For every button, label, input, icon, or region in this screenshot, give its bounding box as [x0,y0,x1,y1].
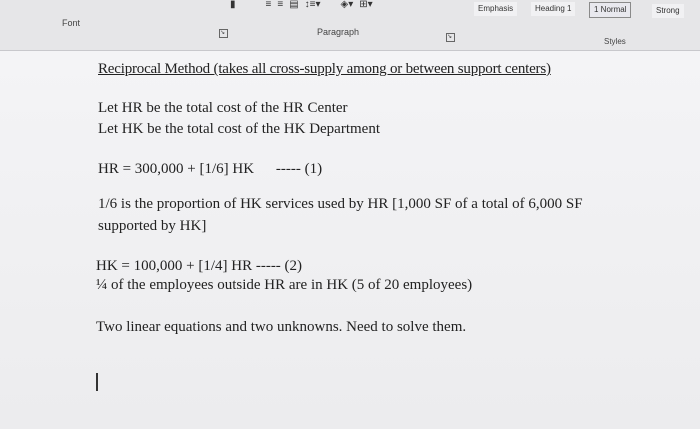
explanation-2: ¼ of the employees outside HR are in HK (5 of 20 employees) [96,277,473,293]
equation-2: HK = 100,000 + [1/4] HR ----- (2) [96,258,303,274]
style-heading-1[interactable]: Heading 1 [531,2,575,16]
document-page[interactable] [0,51,700,429]
borders-icon[interactable]: ⊞▾ [359,0,373,10]
justify-icon[interactable]: ▤ [289,0,299,10]
paragraph-group-label: Paragraph [317,27,360,37]
style-normal[interactable]: 1 Normal [589,2,631,18]
document-title: Reciprocal Method (takes all cross-supply among or between support centers) [98,61,551,77]
paragraph-dialog-launcher-icon[interactable]: ↘ [446,33,455,42]
font-group-label: Font [62,18,81,28]
align-right-icon[interactable]: ≡ [277,0,284,10]
shading-icon[interactable]: ◈▾ [340,0,354,10]
equation-1-tag: ----- (1) [275,161,323,177]
text-cursor [96,373,98,391]
explanation-1-line-1: 1/6 is the proportion of HK services used by HR [1,000 SF of a total of 6,000 SF [98,196,583,212]
line-spacing-icon[interactable]: ↕≡▾ [304,0,321,10]
ribbon [0,0,700,51]
explanation-1-line-2: supported by HK] [98,218,207,234]
font-dialog-launcher-icon[interactable]: ↘ [219,29,228,38]
style-strong[interactable]: Strong [652,4,684,18]
conclusion: Two linear equations and two unknowns. Need to solve them. [96,319,467,335]
styles-group-label: Styles [604,37,626,46]
hk-definition: Let HK be the total cost of the HK Department [98,121,380,137]
style-emphasis[interactable]: Emphasis [474,2,517,16]
equation-1 [98,161,322,178]
align-left-icon[interactable]: ▮ [230,0,236,10]
hr-definition: Let HR be the total cost of the HR Center [98,100,348,116]
equation-1-body: HR = 300,000 + [1/6] HK [98,161,255,177]
align-center-icon[interactable]: ≡ [265,0,272,10]
paragraph-tools [230,0,373,10]
